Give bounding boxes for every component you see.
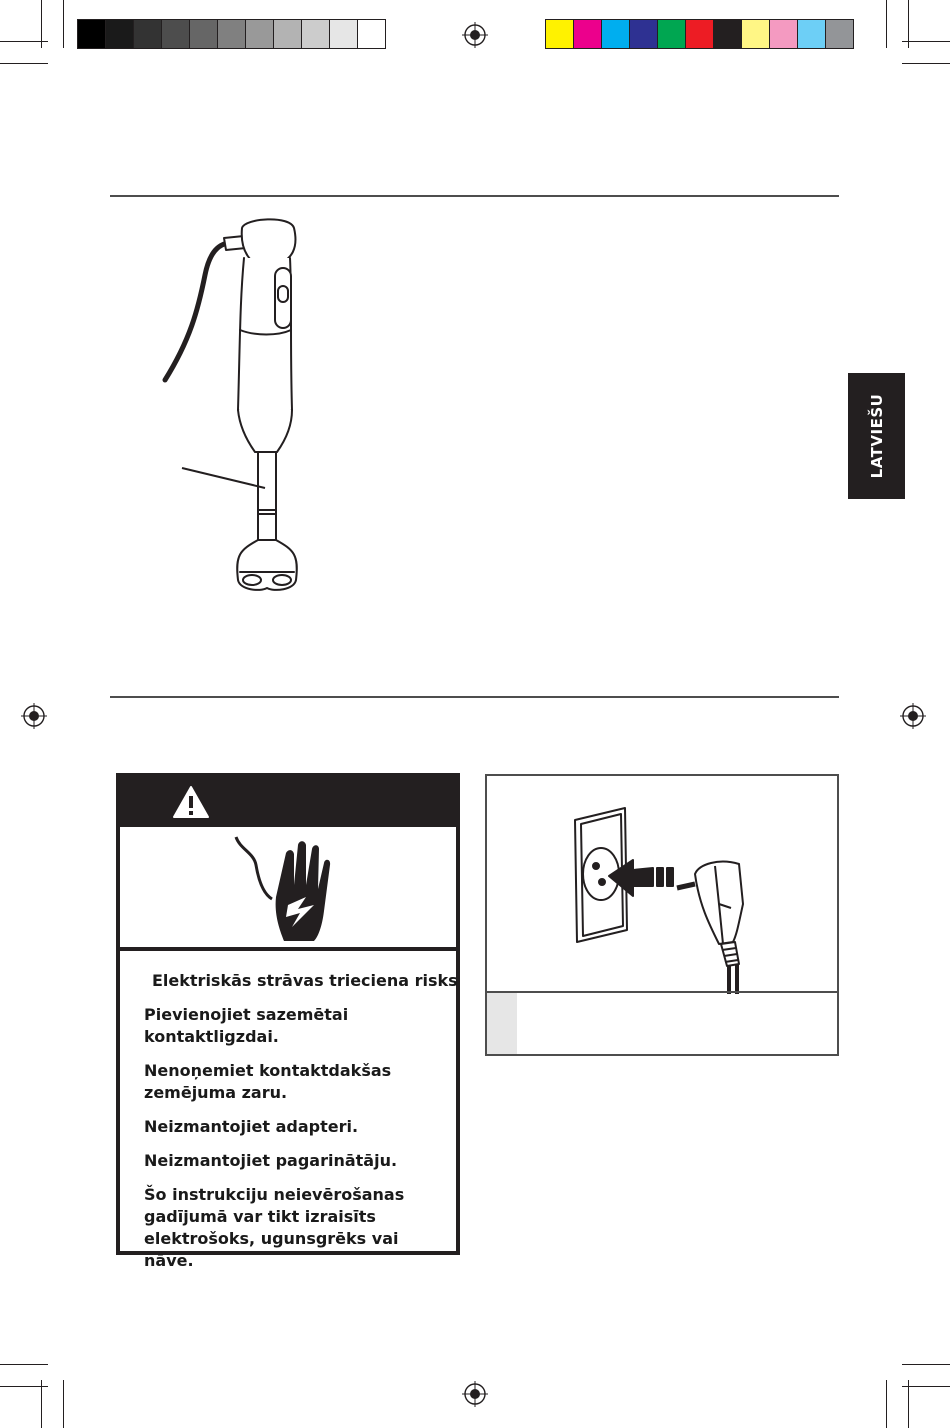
- plug-into-socket-illustration: [569, 804, 769, 994]
- hand-blender-illustration: [160, 210, 320, 600]
- warning-triangle-icon: [172, 785, 210, 819]
- crop-mark: [63, 0, 64, 48]
- warning-header: [120, 777, 456, 827]
- color-swatch: [685, 19, 714, 49]
- color-swatch: [105, 19, 134, 49]
- color-swatch: [601, 19, 630, 49]
- warning-line: Neizmantojiet pagarinātāju.: [144, 1151, 398, 1170]
- color-swatch: [301, 19, 330, 49]
- section-rule: [110, 696, 839, 698]
- crop-mark: [902, 1364, 950, 1365]
- registration-mark-icon: [21, 703, 47, 729]
- crop-mark: [41, 0, 42, 48]
- electric-shock-hand-icon: [228, 835, 338, 945]
- crop-mark: [902, 63, 950, 64]
- color-swatch: [573, 19, 602, 49]
- caption-separator: [487, 991, 837, 993]
- crop-mark: [886, 1380, 887, 1428]
- color-swatch: [713, 19, 742, 49]
- crop-mark: [902, 41, 950, 42]
- warning-pictogram-area: [120, 827, 456, 951]
- color-swatch: [797, 19, 826, 49]
- color-swatch: [357, 19, 386, 49]
- color-swatch: [629, 19, 658, 49]
- grayscale-color-bar: [77, 19, 385, 49]
- color-swatch: [657, 19, 686, 49]
- color-swatch: [133, 19, 162, 49]
- registration-mark-icon: [462, 1381, 488, 1407]
- warning-line: Šo instrukciju neievērošanas gadījumā var tikt izraisīts elektrošoks, ugunsgrēks vai nāve.: [144, 1185, 405, 1270]
- color-swatch: [245, 19, 274, 49]
- color-swatch: [273, 19, 302, 49]
- color-swatch: [545, 19, 574, 49]
- plug-figure-box: [485, 774, 839, 1056]
- warning-line: Pievienojiet sazemētai kontaktligzdai.: [144, 1005, 349, 1046]
- crop-mark: [63, 1380, 64, 1428]
- language-tab-label: LATVIEŠU: [867, 393, 886, 479]
- color-swatch: [825, 19, 854, 49]
- process-color-bar: [545, 19, 853, 49]
- color-swatch: [741, 19, 770, 49]
- crop-mark: [908, 1380, 909, 1428]
- warning-line: Nenoņemiet kontaktdakšas zemējuma zaru.: [144, 1061, 392, 1102]
- crop-mark: [0, 63, 48, 64]
- warning-box: [116, 773, 460, 1270]
- caption-marker-cell: [487, 993, 517, 1054]
- color-swatch: [189, 19, 218, 49]
- language-tab: [848, 373, 905, 499]
- crop-mark: [0, 1364, 48, 1365]
- crop-mark: [41, 1380, 42, 1428]
- registration-mark-icon: [900, 703, 926, 729]
- crop-mark: [902, 1386, 950, 1387]
- color-swatch: [217, 19, 246, 49]
- color-swatch: [769, 19, 798, 49]
- section-rule: [110, 195, 839, 197]
- warning-title: Elektriskās strāvas trieciena risks: [152, 971, 458, 990]
- color-swatch: [161, 19, 190, 49]
- color-swatch: [329, 19, 358, 49]
- registration-mark-icon: [462, 22, 488, 48]
- crop-mark: [908, 0, 909, 48]
- warning-line: Neizmantojiet adapteri.: [144, 1117, 359, 1136]
- color-swatch: [77, 19, 106, 49]
- crop-mark: [886, 0, 887, 48]
